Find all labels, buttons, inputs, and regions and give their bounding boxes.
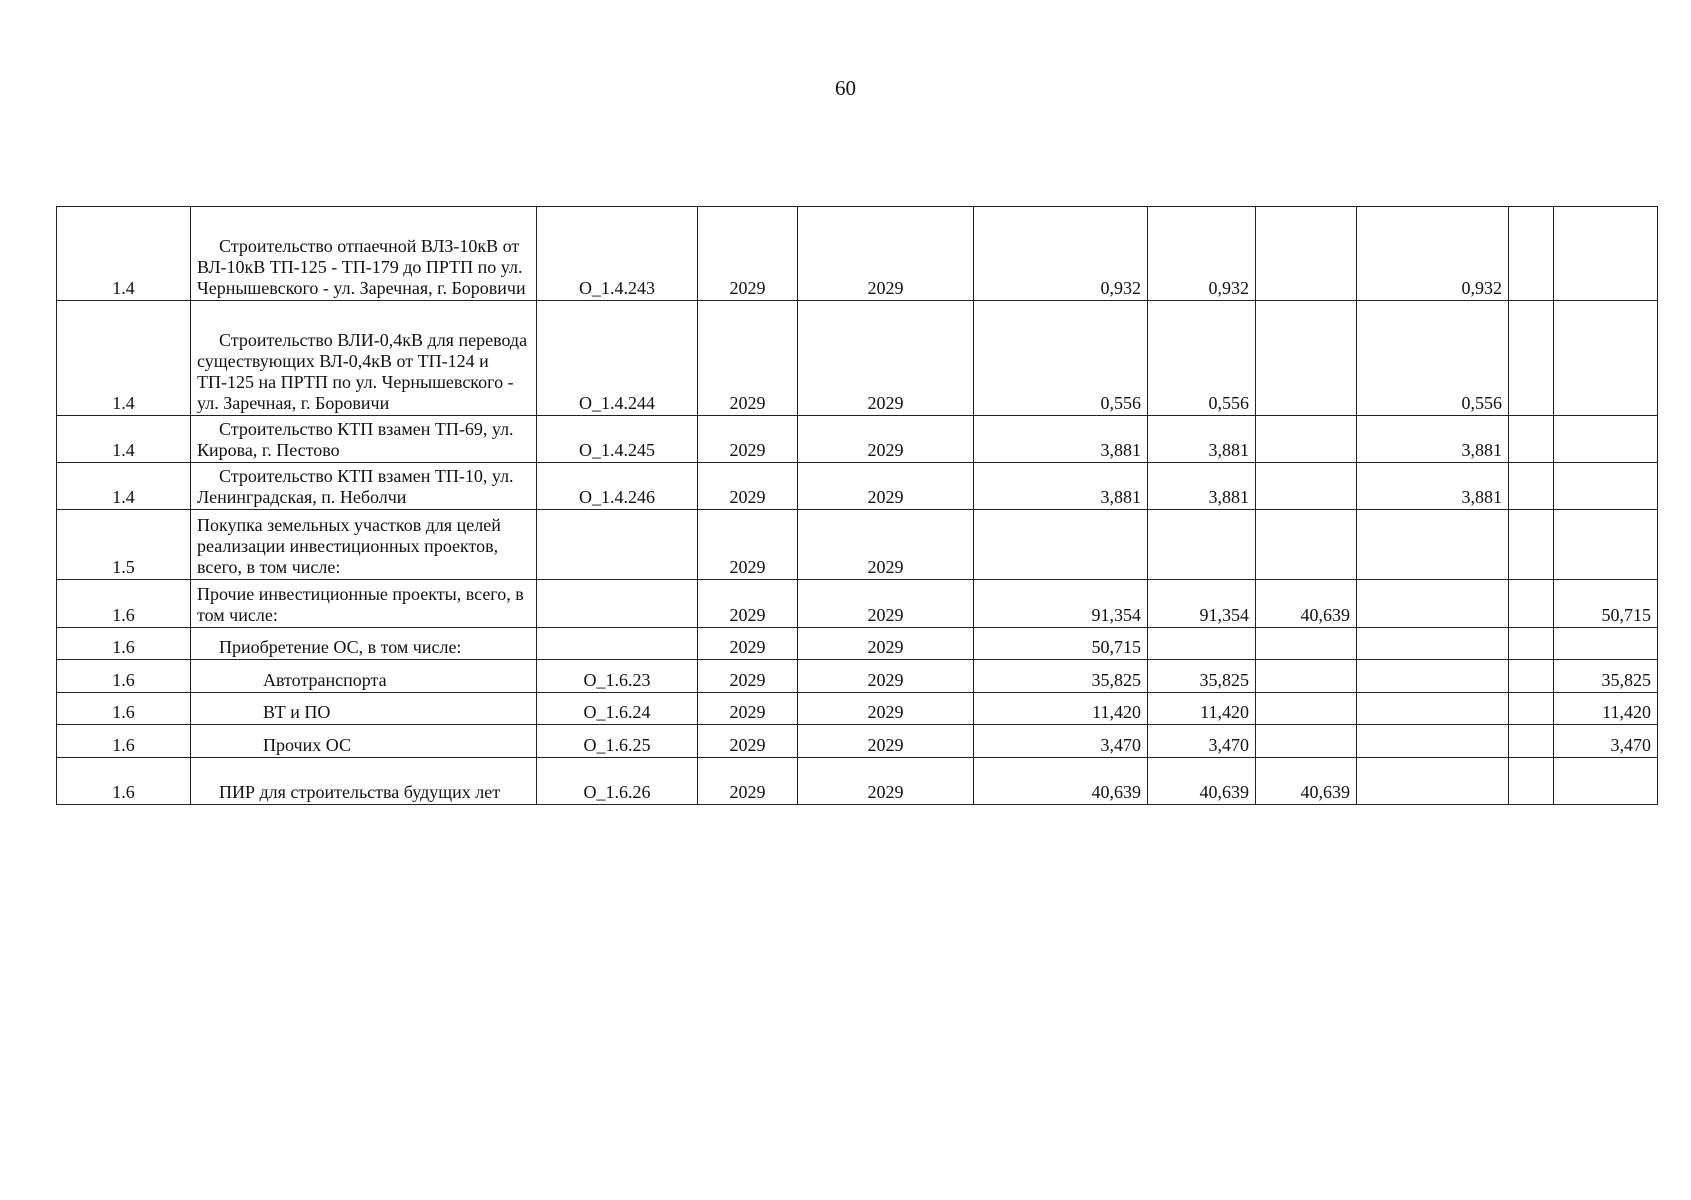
project-name: Прочие инвестиционные проекты, всего, в том числе: — [191, 580, 537, 628]
table-row — [57, 207, 1658, 301]
value-cell: 0,932 — [974, 207, 1148, 301]
row-number: 1.6 — [57, 628, 191, 660]
value-cell: 50,715 — [974, 628, 1148, 660]
value-cell — [1554, 510, 1658, 580]
value-cell — [1509, 207, 1554, 301]
row-number: 1.5 — [57, 510, 191, 580]
year-end: 2029 — [798, 628, 974, 660]
value-cell — [1509, 693, 1554, 725]
row-number: 1.6 — [57, 758, 191, 805]
year-end: 2029 — [798, 725, 974, 758]
table-row — [57, 660, 1658, 693]
value-cell — [1256, 207, 1357, 301]
value-cell — [1554, 207, 1658, 301]
value-cell: 3,881 — [1357, 416, 1509, 463]
value-cell — [1256, 660, 1357, 693]
year-start: 2029 — [698, 628, 798, 660]
year-start: 2029 — [698, 301, 798, 416]
project-code: О_1.6.24 — [537, 693, 698, 725]
table-row — [57, 628, 1658, 660]
page-number: 60 — [835, 76, 856, 100]
project-code — [537, 628, 698, 660]
year-end: 2029 — [798, 693, 974, 725]
value-cell: 11,420 — [1148, 693, 1256, 725]
year-end: 2029 — [798, 580, 974, 628]
value-cell — [1357, 725, 1509, 758]
value-cell: 50,715 — [1554, 580, 1658, 628]
project-code: О_1.4.243 — [537, 207, 698, 301]
value-cell — [1509, 725, 1554, 758]
project-code — [537, 510, 698, 580]
project-code: О_1.6.23 — [537, 660, 698, 693]
project-code: О_1.4.246 — [537, 463, 698, 510]
value-cell — [1148, 510, 1256, 580]
value-cell — [1357, 693, 1509, 725]
value-cell — [1509, 758, 1554, 805]
row-number: 1.4 — [57, 463, 191, 510]
value-cell: 0,556 — [974, 301, 1148, 416]
value-cell — [1554, 416, 1658, 463]
table-row — [57, 510, 1658, 580]
value-cell: 3,881 — [974, 463, 1148, 510]
project-name: Покупка земельных участков для целей реализации инвестиционных проектов, всего, в том числе: — [191, 510, 537, 580]
project-code: О_1.6.25 — [537, 725, 698, 758]
value-cell: 35,825 — [1554, 660, 1658, 693]
value-cell — [1256, 416, 1357, 463]
value-cell — [1509, 416, 1554, 463]
value-cell — [1509, 301, 1554, 416]
year-end: 2029 — [798, 301, 974, 416]
project-name: Прочих ОС — [191, 725, 537, 758]
value-cell: 40,639 — [1256, 758, 1357, 805]
table-row — [57, 758, 1658, 805]
value-cell — [1357, 580, 1509, 628]
value-cell: 3,881 — [974, 416, 1148, 463]
value-cell: 35,825 — [974, 660, 1148, 693]
project-code: О_1.4.244 — [537, 301, 698, 416]
year-end: 2029 — [798, 463, 974, 510]
year-end: 2029 — [798, 660, 974, 693]
project-name: Строительство КТП взамен ТП-10, ул. Ленинградская, п. Неболчи — [191, 463, 537, 510]
value-cell — [1509, 510, 1554, 580]
row-number: 1.4 — [57, 207, 191, 301]
investment-table — [56, 206, 1658, 805]
value-cell: 35,825 — [1148, 660, 1256, 693]
year-start: 2029 — [698, 207, 798, 301]
value-cell: 40,639 — [1148, 758, 1256, 805]
value-cell: 11,420 — [974, 693, 1148, 725]
value-cell — [1554, 628, 1658, 660]
value-cell — [1256, 628, 1357, 660]
value-cell — [1554, 301, 1658, 416]
value-cell — [1509, 660, 1554, 693]
year-end: 2029 — [798, 207, 974, 301]
year-start: 2029 — [698, 758, 798, 805]
project-name: Строительство КТП взамен ТП-69, ул. Кирова, г. Пестово — [191, 416, 537, 463]
project-name: Автотранспорта — [191, 660, 537, 693]
table-row — [57, 416, 1658, 463]
value-cell: 40,639 — [974, 758, 1148, 805]
row-number: 1.4 — [57, 416, 191, 463]
table-row — [57, 725, 1658, 758]
year-start: 2029 — [698, 660, 798, 693]
year-start: 2029 — [698, 580, 798, 628]
value-cell — [1357, 628, 1509, 660]
value-cell: 3,470 — [974, 725, 1148, 758]
row-number: 1.6 — [57, 725, 191, 758]
value-cell: 3,470 — [1554, 725, 1658, 758]
table-row — [57, 463, 1658, 510]
row-number: 1.6 — [57, 660, 191, 693]
value-cell: 40,639 — [1256, 580, 1357, 628]
row-number: 1.6 — [57, 693, 191, 725]
year-end: 2029 — [798, 416, 974, 463]
project-name: ВТ и ПО — [191, 693, 537, 725]
table-row — [57, 580, 1658, 628]
value-cell — [1509, 580, 1554, 628]
value-cell: 11,420 — [1554, 693, 1658, 725]
project-name: Приобретение ОС, в том числе: — [191, 628, 537, 660]
value-cell: 91,354 — [1148, 580, 1256, 628]
year-start: 2029 — [698, 510, 798, 580]
value-cell: 0,932 — [1148, 207, 1256, 301]
value-cell — [1256, 463, 1357, 510]
year-start: 2029 — [698, 725, 798, 758]
value-cell — [1256, 693, 1357, 725]
year-start: 2029 — [698, 463, 798, 510]
project-name: Строительство отпаечной ВЛЗ-10кВ от ВЛ-10кВ ТП-125 - ТП-179 до ПРТП по ул. Чернышевского - ул. Заречная, г. Боровичи — [191, 207, 537, 301]
value-cell — [974, 510, 1148, 580]
value-cell: 3,470 — [1148, 725, 1256, 758]
value-cell — [1256, 510, 1357, 580]
value-cell: 3,881 — [1148, 416, 1256, 463]
value-cell — [1256, 301, 1357, 416]
value-cell — [1509, 463, 1554, 510]
row-number: 1.4 — [57, 301, 191, 416]
project-name: ПИР для строительства будущих лет — [191, 758, 537, 805]
year-end: 2029 — [798, 758, 974, 805]
project-name: Строительство ВЛИ-0,4кВ для перевода существующих ВЛ-0,4кВ от ТП-124 и ТП-125 на ПРТП по ул. Чернышевского - ул. Заречная, г. Боровичи — [191, 301, 537, 416]
table-row — [57, 301, 1658, 416]
value-cell: 3,881 — [1148, 463, 1256, 510]
value-cell — [1554, 463, 1658, 510]
value-cell: 3,881 — [1357, 463, 1509, 510]
value-cell: 0,932 — [1357, 207, 1509, 301]
row-number: 1.6 — [57, 580, 191, 628]
project-code: О_1.6.26 — [537, 758, 698, 805]
year-start: 2029 — [698, 693, 798, 725]
value-cell — [1357, 510, 1509, 580]
value-cell: 0,556 — [1148, 301, 1256, 416]
value-cell — [1509, 628, 1554, 660]
table-row — [57, 693, 1658, 725]
year-start: 2029 — [698, 416, 798, 463]
year-end: 2029 — [798, 510, 974, 580]
value-cell — [1357, 660, 1509, 693]
project-code — [537, 580, 698, 628]
value-cell — [1148, 628, 1256, 660]
value-cell: 91,354 — [974, 580, 1148, 628]
project-code: О_1.4.245 — [537, 416, 698, 463]
value-cell — [1357, 758, 1509, 805]
value-cell — [1554, 758, 1658, 805]
value-cell — [1256, 725, 1357, 758]
value-cell: 0,556 — [1357, 301, 1509, 416]
